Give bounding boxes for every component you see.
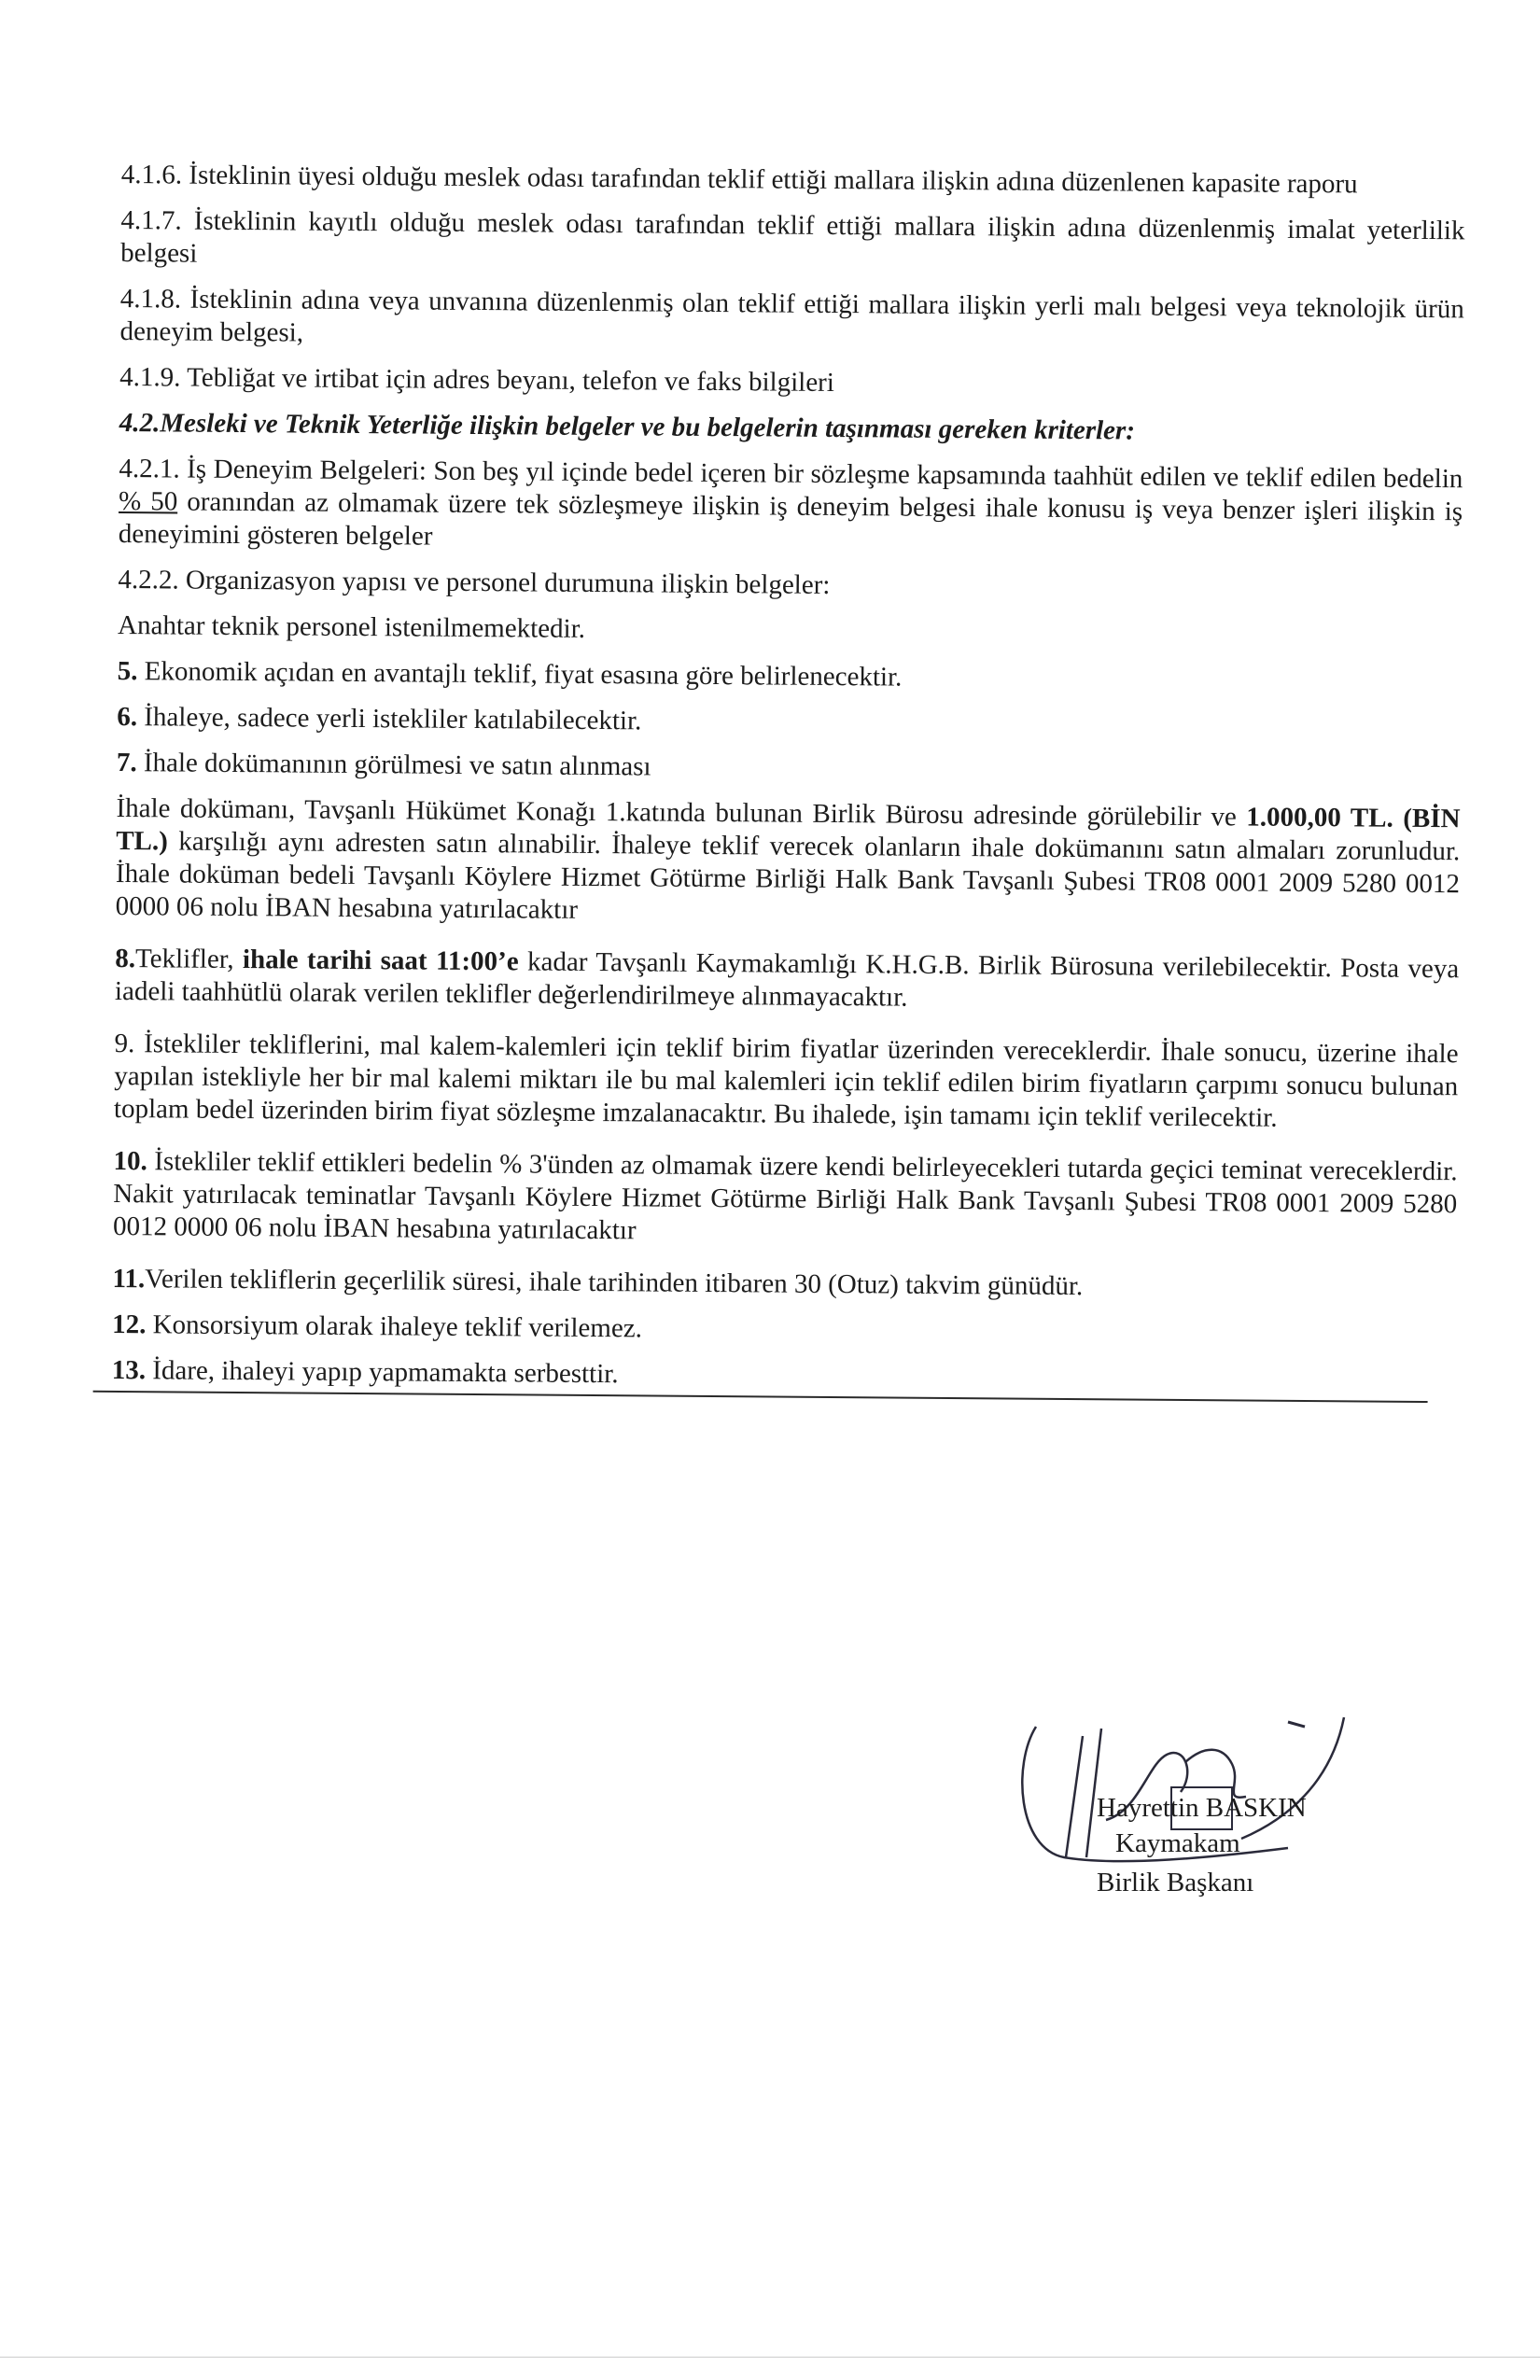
document-price: 1.000,00 TL. (BİN TL.) [116, 802, 1461, 857]
item-number: 11. [112, 1263, 146, 1295]
item-13 [112, 1354, 1456, 1397]
item-text: Organizasyon yapısı ve personel durumuna ilişkin belgeler: [185, 565, 831, 600]
item-lead: Teklifler, [134, 944, 234, 974]
item-4-2-2-note: Anahtar teknik personel istenilmemektedir. [117, 609, 586, 644]
item-number: 4.2.2. [118, 564, 179, 595]
item-text: Tebliğat ve irtibat için adres beyanı, telefon ve faks bilgileri [187, 362, 834, 399]
item-number: 13. [111, 1354, 147, 1386]
signatory-title: Kaymakam [1115, 1828, 1240, 1858]
item-4-1-6 [121, 159, 1465, 202]
item-text: İhale dokümanının görülmesi ve satın alınması [143, 748, 651, 782]
item-4-1-8 [119, 283, 1464, 358]
signatory-organization: Birlik Başkanı [1097, 1868, 1254, 1897]
item-8 [115, 943, 1460, 1018]
item-text: İhale dokümanı, Tavşanlı Hükümet Konağı 1.katında bulunan Birlik Bürosu adresinde görülebilir ve [116, 792, 1237, 833]
item-text: Verilen tekliflerin geçerlilik süresi, ihale tarihinden itibaren 30 (Otuz) takvim günüdür. [145, 1264, 1084, 1302]
item-text: İsteklinin üyesi olduğu meslek odası tarafından teklif ettiği mallara ilişkin adına düzenlenen kapasite raporu [189, 160, 1358, 200]
item-text: İsteklinin kayıtlı olduğu meslek odası tarafından teklif ettiği mallara ilişkin adına düzenlenmiş imalat yeterlilik belgesi [120, 205, 1465, 269]
item-text: Ekonomik açıdan en avantajlı teklif, fiyat esasına göre belirlenecektir. [144, 656, 903, 693]
item-7 [117, 747, 1461, 790]
item-number: 6. [117, 701, 138, 733]
item-number: 4.2.1. [119, 453, 180, 484]
document-body [112, 159, 1465, 1403]
item-text: İstekliler teklif ettikleri bedelin % 3'ünden az olmamak üzere kendi belirleyecekleri tutarda geçici teminat vereceklerdir. Nakit yatırılacak teminatlar Tavşanlı Köylere Hizmet Götürme Birliği Halk Bank Tavşanlı Şubesi TR08 0001 2009 5280 0012 0000 06 nolu İBAN hesabına yatırılacaktır [112, 1146, 1458, 1246]
item-number: 8. [115, 943, 136, 974]
scan-edge-line [0, 2357, 1540, 2358]
item-4-2-1 [119, 453, 1463, 561]
item-text: İş Deneyim Belgeleri: Son beş yıl içinde bedel içeren bir sözleşme kapsamında taahhüt edilen ve teklif edilen bedelin [187, 454, 1463, 495]
item-text: İdare, ihaleyi yapıp yapmamakta serbesttir. [152, 1355, 619, 1390]
item-12 [112, 1309, 1456, 1351]
item-10 [113, 1145, 1458, 1253]
item-4-1-9 [119, 361, 1463, 404]
section-heading-4-2: 4.2.Mesleki ve Teknik Yeterliğe ilişkin belgeler ve bu belgelerin taşınması gereken kriterler: [119, 407, 1136, 446]
item-number: 10. [113, 1145, 147, 1177]
item-text: kadar Tavşanlı Kaymakamlığı K.H.G.B. Birlik Bürosuna verilebilecektir. Posta veya iadeli taahhütlü olarak verilen teklifler değerlendirilmeye alınmayacaktır. [114, 946, 1460, 1013]
item-4-1-7 [120, 204, 1465, 280]
signature-block [1008, 1708, 1419, 1895]
item-text: karşılığı aynı adresten satın alınabilir. İhaleye teklif verecek olanların ihale dokümanını satın almaları zorunludur. İhale doküman bedeli Tavşanlı Köylere Hizmet Götürme Birliği Halk Bank Tavşanlı Şubesi TR08 0001 2009 5280 0012 0000 06 nolu İBAN hesabına yatırılacaktır [115, 826, 1461, 925]
item-number: 4.1.7. [120, 204, 182, 236]
item-number: 12. [112, 1309, 147, 1340]
item-number: 4.1.6. [120, 159, 183, 190]
item-text: oranından az olmamak üzere tek sözleşmeye ilişkin iş deneyim belgesi ihale konusu iş veya benzer işleri ilişkin iş deneyimini gösteren belgeler [118, 486, 1463, 552]
item-4-2-2 [118, 564, 1462, 607]
item-11 [112, 1263, 1456, 1306]
signatory-name: Hayrettin BASKIN [1097, 1793, 1307, 1823]
item-number: 4.1.9. [119, 361, 181, 393]
item-text: Konsorsiyum olarak ihaleye teklif verilemez. [152, 1309, 643, 1344]
item-6 [117, 701, 1461, 744]
item-number: 5. [117, 655, 138, 687]
item-text: İhaleye, sadece yerli istekliler katılabilecektir. [144, 702, 642, 736]
deadline-text: ihale tarihi saat 11:00’e [242, 945, 519, 977]
item-9 [114, 1028, 1459, 1136]
percentage-value: % 50 [118, 485, 178, 517]
item-number: 7. [116, 747, 137, 778]
item-number: 4.1.8. [119, 283, 182, 315]
item-number: 9. [114, 1028, 135, 1059]
item-text: İsteklinin adına veya unvanına düzenlenmiş olan teklif ettiği mallara ilişkin yerli malı belgesi veya teknolojik ürün deneyim belgesi, [119, 284, 1464, 348]
item-text: İstekliler tekliflerini, mal kalem-kalemleri için teklif birim fiyatlar üzerinden vereceklerdir. İhale sonucu, üzerine ihale yapılan istekliyle her bir mal kalemi miktarı ile bu mal kalemleri için teklif edilen birim fiyatların çarpımı sonucu bulunan toplam bedel üzerinden birim fiyat sözleşme imzalanacaktır. Bu ihalede, işin tamamı için teklif verilecektir. [113, 1029, 1459, 1133]
item-7-details [116, 792, 1461, 933]
item-5 [118, 655, 1462, 698]
